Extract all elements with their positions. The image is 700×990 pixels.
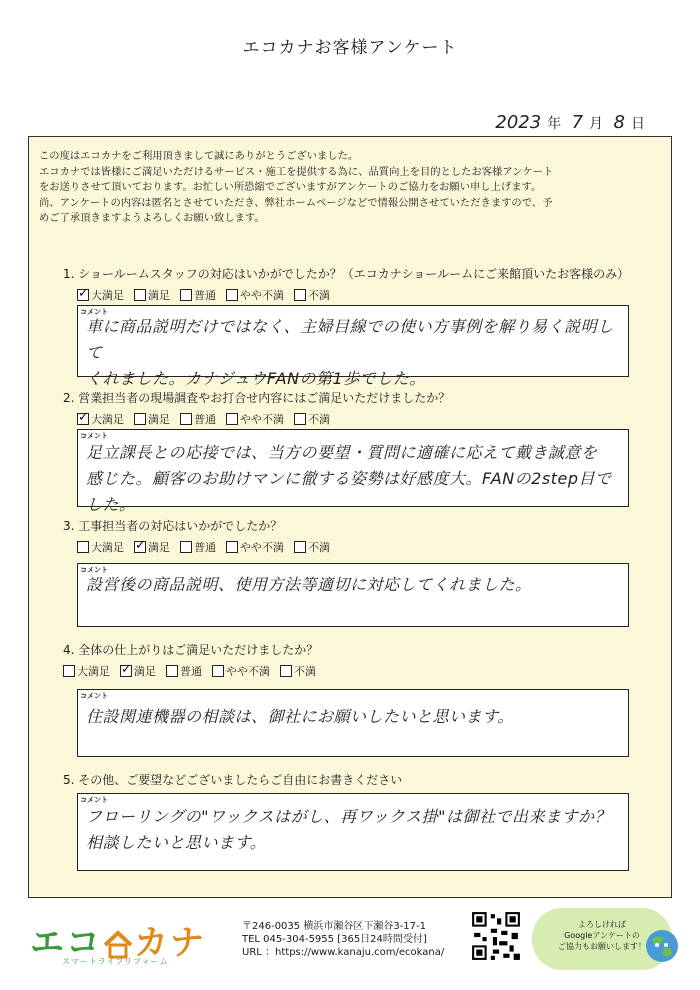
option-2[interactable] xyxy=(134,287,170,303)
option-label: 普通 xyxy=(194,413,216,426)
intro-text xyxy=(39,149,663,227)
comment-tag: コメント xyxy=(80,692,108,700)
option-5[interactable] xyxy=(294,539,330,555)
comment-tag: コメント xyxy=(80,566,108,574)
logo-subtitle: スマートライフリフォーム xyxy=(62,957,169,966)
option-1[interactable] xyxy=(77,287,124,303)
question-4-label: 4. 全体の仕上がりはご満足いただけましたか？ xyxy=(63,643,319,657)
question-3-comment-box[interactable] xyxy=(77,563,629,627)
option-4[interactable] xyxy=(226,287,284,303)
option-3[interactable] xyxy=(180,411,216,427)
option-label: 不満 xyxy=(308,413,330,426)
comment-tag: コメント xyxy=(80,432,108,440)
checkbox[interactable] xyxy=(134,413,146,425)
option-2[interactable] xyxy=(120,663,156,679)
option-label: やや不満 xyxy=(240,413,284,426)
checkbox[interactable] xyxy=(226,289,238,301)
option-label: 満足 xyxy=(148,413,170,426)
comment-line: 感じた。顧客のお助けマンに徹する姿勢は好感度大。FANの2step目でした。 xyxy=(86,469,612,514)
survey-date xyxy=(492,112,648,133)
comment-line: 足立課長との応接では、当方の要望・質問に適確に応えて戴き誠意を xyxy=(86,443,598,462)
checkbox[interactable] xyxy=(77,541,89,553)
question-4-options xyxy=(63,663,316,679)
date-year-unit: 年 xyxy=(547,116,562,132)
option-label: 普通 xyxy=(180,665,202,678)
option-4[interactable] xyxy=(226,411,284,427)
footer xyxy=(0,900,700,990)
option-1[interactable] xyxy=(63,663,110,679)
intro-line: 尚、アンケートの内容は匿名とさせていただき、弊社ホームページなどで情報公開させていただきますので、予 xyxy=(39,196,553,209)
option-label: 不満 xyxy=(294,665,316,678)
checkbox[interactable] xyxy=(134,289,146,301)
option-5[interactable] xyxy=(294,287,330,303)
option-label: 不満 xyxy=(308,289,330,302)
website-url[interactable]: URL ：https://www.kanaju.com/ecokana/ xyxy=(242,947,445,958)
checkbox[interactable] xyxy=(280,665,292,677)
option-label: 満足 xyxy=(148,289,170,302)
question-4-comment-box[interactable] xyxy=(77,689,629,757)
checkbox[interactable] xyxy=(180,541,192,553)
checkbox[interactable] xyxy=(77,413,89,425)
company-contact xyxy=(242,920,444,959)
intro-line: エコカナでは皆様にご満足いただけるサービス・施工を提供する為に、品質向上を目的としたお客様アンケート xyxy=(39,165,554,178)
question-3-comment xyxy=(86,572,622,598)
question-5-comment xyxy=(86,804,622,856)
checkbox[interactable] xyxy=(294,289,306,301)
option-3[interactable] xyxy=(166,663,202,679)
checkbox[interactable] xyxy=(166,665,178,677)
intro-line: めご了承頂きますようよろしくお願い致します。 xyxy=(39,212,265,224)
checkbox[interactable] xyxy=(63,665,75,677)
option-4[interactable] xyxy=(226,539,284,555)
question-2-options xyxy=(77,411,330,427)
checkbox[interactable] xyxy=(212,665,224,677)
option-4[interactable] xyxy=(212,663,270,679)
question-2-comment xyxy=(86,440,622,518)
house-icon xyxy=(102,930,134,960)
option-label: 大満足 xyxy=(91,413,124,426)
option-label: 大満足 xyxy=(91,541,124,554)
option-2[interactable] xyxy=(134,411,170,427)
date-year: 2023 xyxy=(495,112,542,133)
option-2[interactable] xyxy=(134,539,170,555)
comment-tag: コメント xyxy=(80,308,108,316)
checkbox[interactable] xyxy=(134,541,146,553)
google-survey-bubble[interactable]: よろしければ Googleアンケートの ご協力もお願いします！ xyxy=(532,908,672,970)
question-4-comment xyxy=(86,704,622,730)
question-3-label: 3. 工事担当者の対応はいかがでしたか？ xyxy=(63,519,283,533)
checkbox[interactable] xyxy=(294,413,306,425)
option-label: 普通 xyxy=(194,289,216,302)
option-label: 満足 xyxy=(134,665,156,678)
question-1-label: 1. ショールームスタッフの対応はいかがでしたか？（エコカナショールームにご来館頂いたお客様のみ） xyxy=(63,267,630,281)
option-label: 不満 xyxy=(308,541,330,554)
comment-line: 車に商品説明だけではなく、主婦目線での使い方事例を解り易く説明して xyxy=(86,317,614,362)
question-5-comment-box[interactable] xyxy=(77,793,629,871)
comment-line: くれました。カナジュウFANの第1歩でした。 xyxy=(86,369,426,388)
option-1[interactable] xyxy=(77,411,124,427)
checkbox[interactable] xyxy=(226,413,238,425)
phone: TEL 045-304-5955 [365日24時間受付] xyxy=(242,934,427,945)
checkbox[interactable] xyxy=(180,289,192,301)
address: 〒246-0035 横浜市瀬谷区下瀬谷3-17-1 xyxy=(242,921,426,932)
option-5[interactable] xyxy=(294,411,330,427)
question-2-label: 2. 営業担当者の現場調査やお打合せ内容にはご満足いただけましたか？ xyxy=(63,391,451,405)
intro-line: をお送りさせて頂いております。お忙しい所恐縮でございますがアンケートのご協力をお願い申し上げます。 xyxy=(39,181,542,193)
comment-line: フローリングの"ワックスはがし、再ワックス掛"は御社で出来ますか？ xyxy=(86,807,611,826)
option-label: やや不満 xyxy=(226,665,270,678)
checkbox[interactable] xyxy=(77,289,89,301)
option-label: 普通 xyxy=(194,541,216,554)
qr-code-icon[interactable] xyxy=(470,910,522,962)
intro-line: この度はエコカナをご利用頂きまして誠にありがとうございました。 xyxy=(39,150,359,162)
date-day-unit: 日 xyxy=(631,116,645,132)
option-label: 大満足 xyxy=(77,665,110,678)
ecokana-logo: エコ カナ xyxy=(30,923,206,963)
option-3[interactable] xyxy=(180,539,216,555)
option-label: やや不満 xyxy=(240,289,284,302)
option-3[interactable] xyxy=(180,287,216,303)
earth-mascot-icon xyxy=(642,926,682,966)
question-2-comment-box[interactable] xyxy=(77,429,629,514)
question-5-label: 5. その他、ご要望などございましたらご自由にお書きください xyxy=(63,773,403,787)
question-1-comment xyxy=(86,314,622,392)
survey-sheet xyxy=(28,136,672,898)
checkbox[interactable] xyxy=(180,413,192,425)
question-1-comment-box[interactable] xyxy=(77,305,629,388)
date-month: 7 xyxy=(571,112,584,133)
question-1-options xyxy=(77,287,330,303)
option-1[interactable] xyxy=(77,539,124,555)
date-day: 8 xyxy=(613,112,625,133)
date-month-unit: 月 xyxy=(589,116,604,132)
question-3-options xyxy=(77,539,330,555)
comment-tag: コメント xyxy=(80,796,108,804)
comment-line: 住設関連機器の相談は、御社にお願いしたいと思います。 xyxy=(86,707,514,726)
option-label: 大満足 xyxy=(91,289,124,302)
checkbox[interactable] xyxy=(226,541,238,553)
comment-line: 設営後の商品説明、使用方法等適切に対応してくれました。 xyxy=(86,575,532,594)
checkbox[interactable] xyxy=(294,541,306,553)
checkbox[interactable] xyxy=(120,665,132,677)
page-title: エコカナお客様アンケート xyxy=(242,38,458,58)
option-5[interactable] xyxy=(280,663,316,679)
comment-line: 相談したいと思います。 xyxy=(86,833,267,852)
option-label: 満足 xyxy=(148,541,170,554)
option-label: やや不満 xyxy=(240,541,284,554)
